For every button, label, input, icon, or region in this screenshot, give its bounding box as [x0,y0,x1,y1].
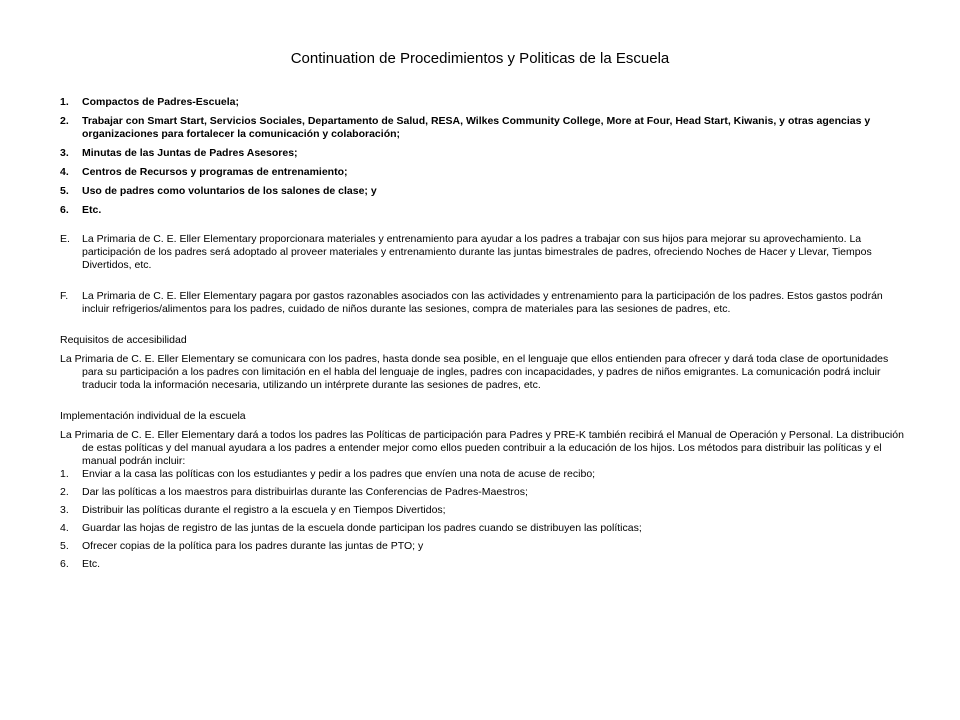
list-item [60,468,905,481]
list-number: 2. [60,486,69,498]
paragraph-label: E. [60,233,70,245]
list-number: 1. [60,96,69,108]
list-text: Enviar a la casa las políticas con los estudiantes y pedir a los padres que envíen una nota de acuse de recibo; [82,468,596,480]
list-number: 6. [60,204,69,216]
list-item [60,558,905,571]
list-number: 5. [60,185,69,197]
list-text: Trabajar con Smart Start, Servicios Sociales, Departamento de Salud, RESA, Wilkes Community College, More at Four, Head Start, Kiwanis, y otras agencias y organizaciones para fortalecer la comunicación y colaboración; [82,115,871,140]
accessibility-text: La Primaria de C. E. Eller Elementary se comunicara con los padres, hasta donde sea posible, en el lenguaje que ellos entienden para ofrecer y dará toda clase de oportunidades para su participación a los padres con limitación en el habla del lenguaje de ingles, padres con incapacidades, y padres de niños emigrantes. La comunicación podrá incluir traducir toda la información necesaria, utilizando un intérprete durante las sesiones de padres, etc. [60,353,889,391]
list-number: 4. [60,166,69,178]
paragraph-f [60,290,905,316]
methods-list [60,468,905,571]
list-number: 6. [60,558,69,570]
list-text: Etc. [82,204,102,216]
list-number: 3. [60,147,69,159]
list-text: Distribuir las políticas durante el registro a la escuela y en Tiempos Divertidos; [82,504,446,516]
paragraph-text: La Primaria de C. E. Eller Elementary pagara por gastos razonables asociados con las actividades y entrenamiento para la participación de los padres. Estos gastos podrán incluir refrigerios/alimentos para los padres, cuidado de niños durante las sesiones, compra de materiales para las sesiones de padres, etc. [82,290,883,315]
implementation-heading: Implementación individual de la escuela [60,410,246,422]
implementation-text: La Primaria de C. E. Eller Elementary dará a todos los padres las Políticas de participación para Padres y PRE-K también recibirá el Manual de Operación y Personal. La distribución de estas políticas y del manual ayudara a los padres a entender mejor como ellos pueden contribuir a la educación de los hijos. Los métodos para distribuir las políticas y el manual podrán incluir: [60,429,904,467]
list-item [60,504,905,517]
page-title: Continuation de Procedimientos y Politicas de la Escuela [290,50,670,67]
list-item [60,96,905,109]
list-text: Dar las políticas a los maestros para distribuirlas durante las Conferencias de Padres-Maestros; [82,486,528,498]
content-body [60,96,905,576]
paragraph-e [60,233,905,272]
list-text: Etc. [82,558,101,570]
list-text: Minutas de las Juntas de Padres Asesores; [82,147,298,159]
list-item [60,540,905,553]
list-number: 2. [60,115,69,127]
list-item [60,486,905,499]
list-number: 4. [60,522,69,534]
list-item [60,166,905,179]
list-text: Ofrecer copias de la política para los padres durante las juntas de PTO; y [82,540,424,552]
list-item [60,185,905,198]
list-item [60,204,905,217]
accessibility-heading: Requisitos de accesibilidad [60,334,187,346]
list-item [60,115,905,141]
paragraph-label: F. [60,290,69,302]
list-number: 1. [60,468,69,480]
list-item [60,522,905,535]
list-text: Centros de Recursos y programas de entrenamiento; [82,166,348,178]
list-text: Uso de padres como voluntarios de los salones de clase; y [82,185,377,197]
paragraph-text: La Primaria de C. E. Eller Elementary proporcionara materiales y entrenamiento para ayudar a los padres a trabajar con sus hijos para mejorar su aprovechamiento. La participación de los padres será adoptado al proveer materiales y entrenamiento durante las juntas bimestrales de padres, ofreciendo Noches de Hacer y Llevar, Tiempos Divertidos, etc. [82,233,872,271]
list-number: 3. [60,504,69,516]
list-text: Compactos de Padres-Escuela; [82,96,239,108]
bold-list [60,96,905,217]
list-number: 5. [60,540,69,552]
list-item [60,147,905,160]
list-text: Guardar las hojas de registro de las juntas de la escuela donde participan los padres cuando se distribuyen las políticas; [82,522,642,534]
